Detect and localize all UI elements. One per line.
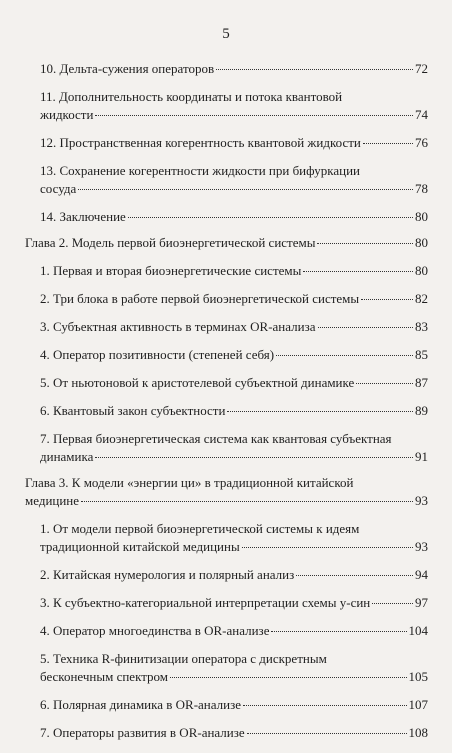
toc-entry-page: 89: [415, 403, 428, 418]
toc-entry-title: 2. Три блока в работе первой биоэнергетической системы: [40, 291, 360, 306]
toc-entry[interactable]: [40, 374, 452, 392]
toc-entry-title: 7. Операторы развития в OR-анализе: [40, 725, 245, 740]
toc-entry-title: 7. Первая биоэнергетическая система как квантовая субъектная: [40, 431, 392, 446]
toc-entry-title-cont: жидкости: [40, 107, 94, 122]
toc-entry-title: 1. От модели первой биоэнергетической системы к идеям: [40, 521, 360, 536]
toc-entry-page: 87: [415, 375, 428, 390]
leader-dots: [95, 115, 413, 116]
leader-dots: [128, 217, 413, 218]
toc-entry-title: 11. Дополнительность координаты и потока квантовой: [40, 89, 343, 104]
toc-entry-page: 78: [415, 181, 428, 196]
leader-dots: [81, 501, 413, 502]
toc-entry[interactable]: [40, 134, 452, 152]
toc-entry-title: 2. Китайская нумерология и полярный анализ: [40, 567, 295, 582]
toc-entry-page: 93: [415, 493, 428, 508]
toc-entry-title: 10. Дельта-сужения операторов: [40, 61, 215, 76]
toc-entry-title: 4. Оператор позитивности (степеней себя): [40, 347, 275, 362]
toc-entry-page: 85: [415, 347, 428, 362]
toc-entry-title-cont: традиционной китайской медицины: [40, 539, 240, 554]
toc-entry-title-cont: динамика: [40, 449, 94, 464]
toc-entry-page: 83: [415, 319, 428, 334]
toc-chapter[interactable]: [25, 234, 452, 252]
toc-entry-title: 1. Первая и вторая биоэнергетические системы: [40, 263, 302, 278]
leader-dots: [78, 189, 413, 190]
toc-entry-title-cont: бесконечным спектром: [40, 669, 169, 684]
leader-dots: [363, 143, 413, 144]
toc-entry-page: 80: [415, 263, 428, 278]
leader-dots: [243, 705, 407, 706]
toc-entry-title: 14. Заключение: [40, 209, 126, 224]
toc-chapter-title: Глава 3. К модели «энергии ци» в традиционной китайской: [25, 475, 354, 490]
table-of-contents: [0, 60, 452, 742]
toc-chapter-title-cont: медицине: [25, 493, 80, 508]
toc-entry-page: 94: [415, 567, 428, 582]
leader-dots: [216, 69, 413, 70]
toc-entry[interactable]: [40, 430, 452, 466]
toc-entry-page: 108: [408, 725, 428, 740]
toc-entry-page: 82: [415, 291, 428, 306]
toc-entry[interactable]: [40, 724, 452, 742]
leader-dots: [317, 243, 413, 244]
toc-entry-title: 6. Квантовый закон субъектности: [40, 403, 226, 418]
leader-dots: [303, 271, 413, 272]
toc-entry-page: 105: [408, 669, 428, 684]
toc-chapter[interactable]: [25, 474, 452, 510]
toc-entry-page: 91: [415, 449, 428, 464]
toc-entry[interactable]: [40, 346, 452, 364]
toc-entry-page: 107: [408, 697, 428, 712]
toc-entry[interactable]: [40, 566, 452, 584]
leader-dots: [356, 383, 413, 384]
toc-entry-page: 72: [415, 61, 428, 76]
toc-entry-page: 74: [415, 107, 428, 122]
toc-entry-title-cont: сосуда: [40, 181, 77, 196]
toc-entry-title: 5. Техника R-финитизации оператора с дискретным: [40, 651, 327, 666]
toc-entry-title: 4. Оператор многоединства в OR-анализе: [40, 623, 270, 638]
toc-entry-title: 3. Субъектная активность в терминах OR-анализа: [40, 319, 316, 334]
leader-dots: [276, 355, 413, 356]
toc-entry-page: 93: [415, 539, 428, 554]
toc-entry[interactable]: [40, 208, 452, 226]
toc-entry[interactable]: [40, 594, 452, 612]
toc-entry-title: 6. Полярная динамика в OR-анализе: [40, 697, 241, 712]
leader-dots: [95, 457, 413, 458]
leader-dots: [271, 631, 406, 632]
toc-entry[interactable]: [40, 402, 452, 420]
toc-entry[interactable]: [40, 88, 452, 124]
leader-dots: [247, 733, 407, 734]
toc-entry-title: 12. Пространственная когерентность квантовой жидкости: [40, 135, 361, 150]
leader-dots: [170, 677, 406, 678]
toc-entry[interactable]: [40, 162, 452, 198]
page-number: 5: [222, 26, 230, 42]
toc-entry[interactable]: [40, 262, 452, 280]
toc-entry[interactable]: [40, 290, 452, 308]
toc-entry-title: 5. От ньютоновой к аристотелевой субъектной динамике: [40, 375, 355, 390]
toc-entry-title: 3. К субъектно-категориальной интерпретации схемы у-син: [40, 595, 371, 610]
toc-entry-page: 76: [415, 135, 428, 150]
toc-entry-page: 97: [415, 595, 428, 610]
leader-dots: [318, 327, 414, 328]
leader-dots: [372, 603, 413, 604]
leader-dots: [242, 547, 413, 548]
toc-entry[interactable]: [40, 60, 452, 78]
leader-dots: [227, 411, 413, 412]
toc-entry[interactable]: [40, 622, 452, 640]
toc-chapter-title: Глава 2. Модель первой биоэнергетической системы: [25, 235, 316, 250]
leader-dots: [361, 299, 413, 300]
toc-entry-page: 80: [415, 235, 428, 250]
toc-entry[interactable]: [40, 696, 452, 714]
toc-entry[interactable]: [40, 318, 452, 336]
toc-entry[interactable]: [40, 650, 452, 686]
leader-dots: [296, 575, 413, 576]
toc-entry-page: 80: [415, 209, 428, 224]
toc-entry-title: 13. Сохранение когерентности жидкости при бифуркации: [40, 163, 360, 178]
toc-entry[interactable]: [40, 520, 452, 556]
toc-entry-page: 104: [408, 623, 428, 638]
